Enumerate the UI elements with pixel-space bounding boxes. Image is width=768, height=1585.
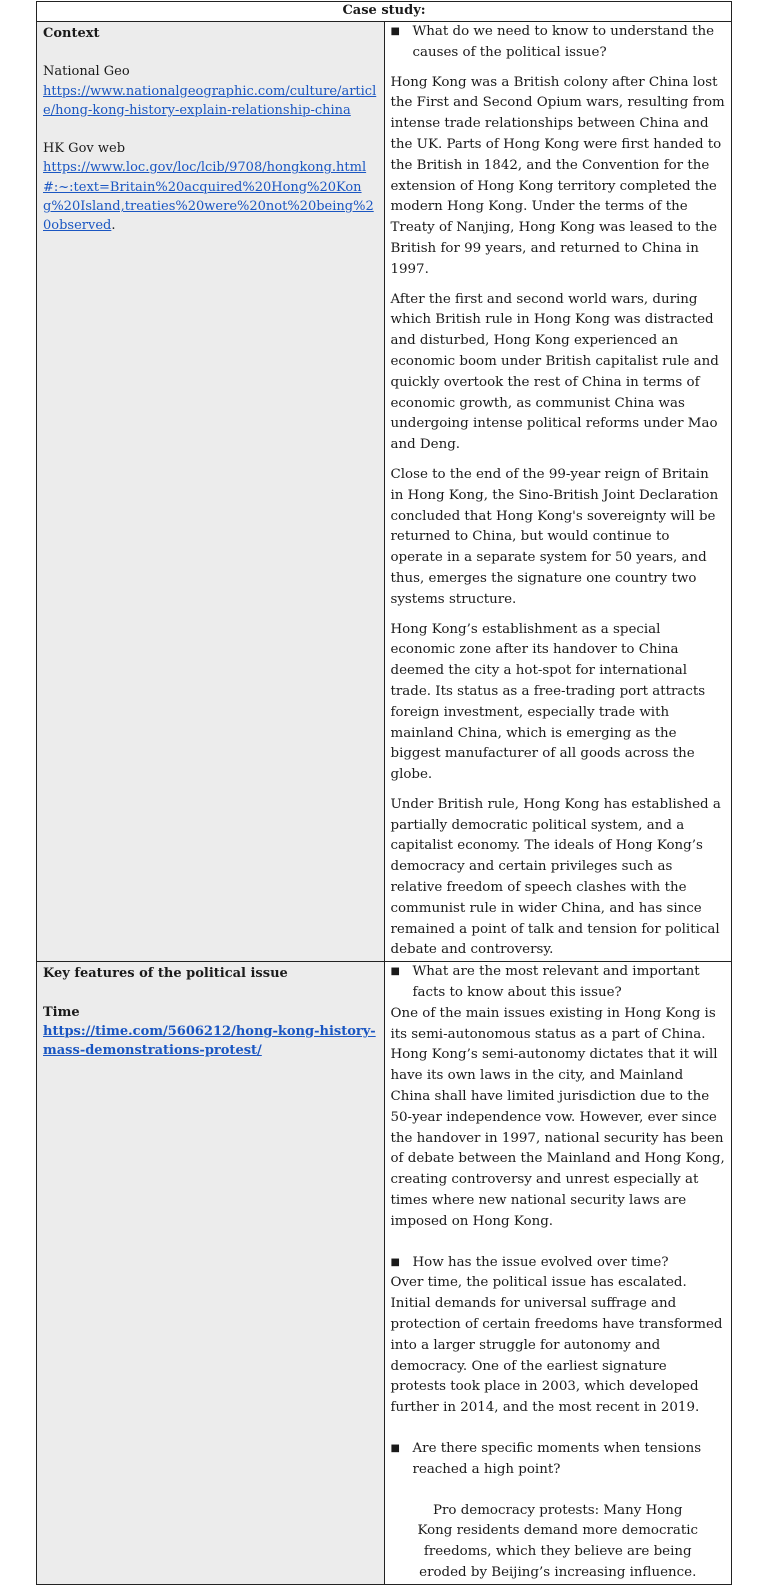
features-answer-3: Pro democracy protests: Many Hong Kong residents demand more democratic freedoms, which they believe are being eroded by Beijing’s increasing influence.: [417, 1502, 699, 1580]
features-label: Key features of the political issue: [43, 966, 288, 982]
context-label: Context: [43, 26, 100, 41]
case-study-table: [36, 1, 732, 1585]
context-sidebar: [37, 22, 385, 962]
features-question-2: [391, 1253, 726, 1274]
context-paragraph: Under British rule, Hong Kong has established a partially democratic political system, and a capitalist economy. The ideals of Hong Kong’s democracy and certain privileges such as relative freedom of speech clashes with the communist rule in wider China, and has since remained a point of talk and tension for political debate and controversy.: [390, 796, 721, 958]
context-paragraph: Hong Kong was a British colony after China lost the First and Second Opium wars, resulting from intense trade relationships between China and the UK. Parts of Hong Kong were first handed to the British in 1842, and the Convention for the extension of Hong Kong territory completed the modern Hong Kong. Under the terms of the Treaty of Nanjing, Hong Kong was leased to the British for 99 years, and returned to China in 1997.: [390, 74, 725, 277]
source-link-time[interactable]: https://time.com/5606212/hong-kong-history-mass-demonstrations-protest/: [43, 1023, 376, 1059]
context-paragraph: Hong Kong’s establishment as a special economic zone after its handover to China deemed the city a hot-spot for international trade. Its status as a free-trading port attracts foreign investment, especially trade with mainland China, which is emerging as the biggest manufacturer of all goods across the globe.: [390, 621, 706, 783]
features-question-1-text: What are the most relevant and important facts to know about this issue?: [412, 964, 700, 1001]
table-title: Case study:: [37, 2, 732, 22]
context-row: [37, 22, 732, 962]
context-question-text: What do we need to know to understand the causes of the political issue?: [412, 24, 715, 60]
context-content: [384, 22, 732, 962]
source-link-suffix: .: [111, 218, 116, 234]
bullet-icon: ■: [390, 1443, 400, 1454]
header-row: [37, 2, 732, 22]
features-question-3: [391, 1439, 726, 1481]
context-paragraph: Close to the end of the 99-year reign of Britain in Hong Kong, the Sino-British Joint Declaration concluded that Hong Kong's sovereignty will be returned to China, but would continue to operate in a separate system for 50 years, and thus, emerges the signature one country two systems structure.: [390, 466, 719, 607]
source-hkgov-block: [43, 158, 378, 235]
source-name-time: Time: [43, 1004, 80, 1020]
case-study-sheet: [36, 1, 732, 1585]
features-content: [384, 962, 732, 1585]
source-name-hkgov: HK Gov web: [43, 141, 126, 157]
features-question-2-text: How has the issue evolved over time?: [412, 1254, 669, 1270]
features-question-1: [391, 962, 726, 1004]
features-answer-2: Over time, the political issue has escalated. Initial demands for universal suffrage and protection of certain freedoms have transformed into a larger struggle for autonomy and democracy. One of the earliest signature protests took place in 2003, which developed further in 2014, and the most recent in 2019.: [390, 1275, 723, 1416]
source-link-hkgov[interactable]: https://www.loc.gov/loc/lcib/9708/hongkong.html#:~:text=Britain%20acquired%20Hong%20Kong%20Island,treaties%20were%20not%20being%20observed: [43, 160, 374, 234]
features-question-3-text: Are there specific moments when tensions reached a high point?: [412, 1441, 702, 1477]
context-paragraph: After the first and second world wars, during which British rule in Hong Kong was distracted and disturbed, Hong Kong experienced an economic boom under British capitalist rule and quickly overtook the rest of China in terms of economic growth, as communist China was undergoing intense political reforms under Mao and Deng.: [390, 291, 719, 453]
features-sidebar: [37, 962, 385, 1585]
bullet-icon: ■: [390, 966, 400, 978]
features-answer-1: One of the main issues existing in Hong Kong is its semi-autonomous status as a part of China. Hong Kong’s semi-autonomy dictates that it will have its own laws in the city, and Mainland China shall have limited jurisdiction due to the 50-year independence vow. However, ever since the handover in 1997, national security has been of debate between the Mainland and Hong Kong, creating controversy and unrest especially at times where new national security laws are imposed on Hong Kong.: [390, 1005, 725, 1229]
source-link-natgeo[interactable]: https://www.nationalgeographic.com/culture/article/hong-kong-history-explain-relationship-china: [43, 83, 377, 118]
features-row: [37, 962, 732, 1585]
bullet-icon: ■: [390, 26, 400, 37]
context-question: [391, 22, 726, 64]
bullet-icon: ■: [390, 1256, 400, 1268]
source-name-natgeo: National Geo: [43, 64, 130, 80]
